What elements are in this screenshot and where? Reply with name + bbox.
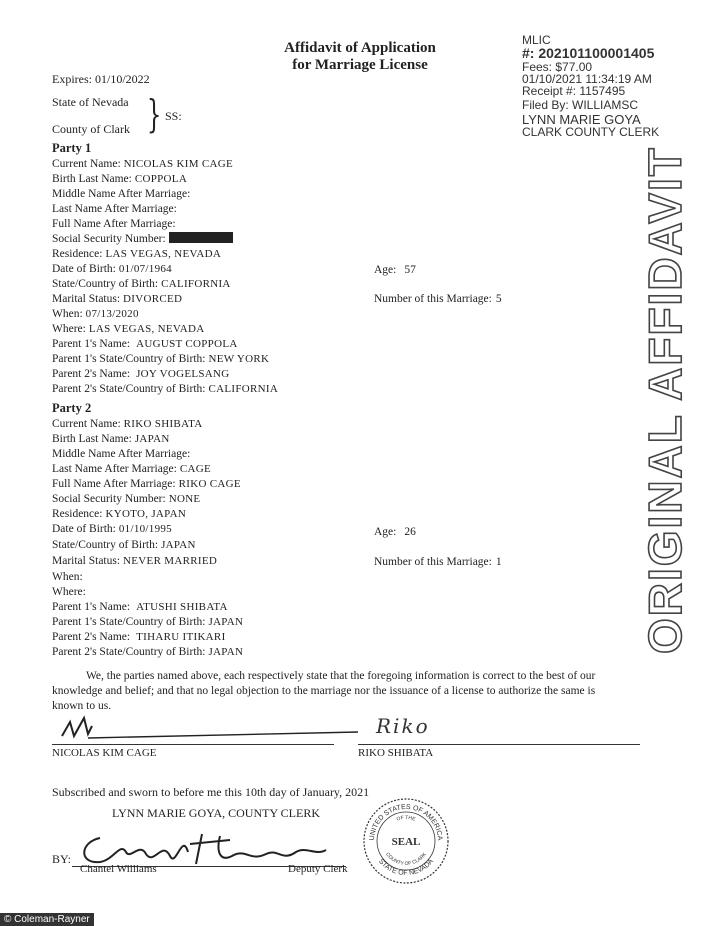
statement-line-1: We, the parties named above, each respectively state that the foregoing information is correct to the best of our — [86, 670, 596, 682]
field-label: Parent 2's State/Country of Birth: — [52, 646, 206, 658]
party2-heading: Party 2 — [52, 401, 92, 415]
party1-number-of-marriage — [374, 293, 502, 305]
stamp-number: #: 202101100001405 — [522, 45, 655, 61]
field-label: Age: — [374, 264, 397, 276]
field-label: Marital Status: — [52, 555, 121, 567]
field-label: Where: — [52, 323, 86, 335]
field-value: NONE — [168, 493, 201, 505]
field-label: Social Security Number: — [52, 493, 166, 505]
field-label: Date of Birth: — [52, 263, 116, 275]
party1-parent2-name — [52, 367, 230, 382]
expires-date: Expires: 01/10/2022 — [52, 72, 150, 86]
stamp-datetime: 01/10/2021 11:34:19 AM — [522, 72, 652, 86]
statement-line-2: knowledge and belief; and that no legal objection to the marriage nor the issuance of a license to authorize the same is — [52, 685, 596, 697]
field-value: KYOTO, JAPAN — [105, 508, 187, 520]
field-label: Parent 1's Name: — [52, 338, 131, 350]
party2-when — [52, 570, 86, 585]
field-label: Residence: — [52, 248, 103, 260]
party2-parent2-birth — [52, 645, 243, 660]
party1-parent1-name — [52, 337, 238, 352]
field-value: 01/07/1964 — [118, 263, 172, 275]
field-value: AUGUST COPPOLA — [136, 338, 238, 350]
stamp-fees: Fees: $77.00 — [522, 60, 593, 74]
field-label: Full Name After Marriage: — [52, 218, 176, 230]
stamp-filed-by: Filed By: WILLIAMSC — [522, 98, 639, 112]
party2-parent1-birth — [52, 615, 243, 630]
party2-age — [374, 526, 416, 538]
county-seal — [362, 797, 450, 885]
field-value: JOY VOGELSANG — [136, 368, 230, 380]
party2-birth-last-name — [52, 432, 170, 447]
party1-when — [52, 307, 139, 322]
field-value: LAS VEGAS, NEVADA — [105, 248, 222, 260]
party2-parent2-name — [52, 630, 226, 645]
party2-parent1-name — [52, 600, 228, 615]
field-label: Last Name After Marriage: — [52, 463, 177, 475]
field-value: LAS VEGAS, NEVADA — [88, 323, 205, 335]
party1-signature-line — [52, 744, 334, 745]
field-value: 5 — [495, 293, 502, 305]
field-value: NEVER MARRIED — [123, 555, 218, 567]
field-value: JAPAN — [208, 646, 244, 658]
field-label: Current Name: — [52, 158, 121, 170]
sworn-statement: Subscribed and sworn to before me this 10th day of January, 2021 — [52, 785, 370, 799]
field-label: Middle Name After Marriage: — [52, 188, 191, 200]
county-label: County of Clark — [52, 122, 130, 136]
party1-age — [374, 264, 416, 276]
party2-marital-status — [52, 554, 217, 569]
title-line-2: for Marriage License — [292, 57, 428, 73]
statement-line-3: known to us. — [52, 700, 112, 712]
party1-where — [52, 322, 204, 337]
field-value: JAPAN — [208, 616, 244, 628]
party2-signer-name: RIKO SHIBATA — [358, 747, 434, 759]
field-value: CAGE — [179, 463, 212, 475]
field-value: 01/10/1995 — [118, 523, 172, 535]
party2-middle-name-after — [52, 447, 193, 462]
party1-signer-name: NICOLAS KIM CAGE — [52, 747, 157, 759]
deputy-title: Deputy Clerk — [288, 863, 348, 875]
field-value: 26 — [404, 526, 416, 538]
field-value: COPPOLA — [134, 173, 188, 185]
by-label: BY: — [52, 852, 71, 866]
party1-current-name — [52, 157, 233, 172]
field-label: Full Name After Marriage: — [52, 478, 176, 490]
redaction-bar — [169, 232, 233, 243]
party2-dob — [52, 522, 172, 537]
field-label: When: — [52, 308, 83, 320]
party1-birth-last-name — [52, 172, 187, 187]
photo-credit: © Coleman-Rayner — [0, 913, 94, 926]
party2-signature: Riko — [376, 714, 430, 738]
party2-ssn — [52, 492, 200, 507]
field-label: State/Country of Birth: — [52, 278, 159, 290]
field-label: Date of Birth: — [52, 523, 116, 535]
field-value: CALIFORNIA — [161, 278, 231, 290]
field-value: 57 — [404, 264, 416, 276]
field-label: Number of this Marriage: — [374, 556, 492, 568]
field-value: JAPAN — [161, 539, 196, 551]
party1-residence — [52, 247, 221, 262]
field-value: TIHARU ITIKARI — [136, 631, 226, 643]
field-value: RIKO SHIBATA — [123, 418, 203, 430]
party1-birth-state — [52, 277, 231, 292]
field-value: NEW YORK — [208, 353, 270, 365]
field-label: Marital Status: — [52, 293, 121, 305]
field-label: State/Country of Birth: — [52, 539, 159, 551]
field-label: Birth Last Name: — [52, 173, 132, 185]
party2-signature-line — [358, 744, 640, 745]
stamp-receipt: Receipt #: 1157495 — [522, 84, 626, 98]
field-label: Current Name: — [52, 418, 121, 430]
party2-number-of-marriage — [374, 556, 502, 568]
party1-full-name-after — [52, 217, 179, 232]
party2-residence — [52, 507, 186, 522]
field-label: Parent 1's Name: — [52, 601, 131, 613]
field-value: 07/13/2020 — [85, 308, 139, 320]
county-clerk-name: LYNN MARIE GOYA, COUNTY CLERK — [112, 806, 321, 820]
field-label: Social Security Number: — [52, 233, 166, 245]
party1-last-name-after — [52, 202, 180, 217]
seal-bottom-text: STATE OF NEVADA — [377, 857, 435, 878]
party1-parent1-birth — [52, 352, 269, 367]
party2-full-name-after — [52, 477, 241, 492]
party1-marital-status — [52, 292, 182, 307]
party1-ssn — [52, 232, 233, 247]
field-label: Last Name After Marriage: — [52, 203, 177, 215]
title-line-1: Affidavit of Application — [284, 40, 436, 56]
field-value: 1 — [495, 556, 502, 568]
field-label: Parent 1's State/Country of Birth: — [52, 616, 206, 628]
seal-center-text: SEAL — [391, 836, 421, 848]
field-value: RIKO CAGE — [178, 478, 241, 490]
field-label: Parent 2's Name: — [52, 631, 131, 643]
stamp-clerk-title: CLARK COUNTY CLERK — [522, 125, 660, 139]
party1-dob — [52, 262, 172, 277]
party2-where — [52, 585, 89, 600]
field-label: Parent 2's State/Country of Birth: — [52, 383, 206, 395]
field-label: Parent 1's State/Country of Birth: — [52, 353, 206, 365]
party2-current-name — [52, 417, 202, 432]
field-label: When: — [52, 571, 83, 583]
field-label: Age: — [374, 526, 397, 538]
party1-signature — [58, 708, 358, 746]
field-label: Birth Last Name: — [52, 433, 132, 445]
original-affidavit-stamp: ORIGINAL AFFIDAVIT — [639, 146, 691, 654]
party2-birth-state — [52, 538, 196, 553]
field-value: NICOLAS KIM CAGE — [123, 158, 233, 170]
document-title — [255, 40, 465, 74]
field-value: ATUSHI SHIBATA — [136, 601, 228, 613]
party1-heading: Party 1 — [52, 141, 92, 155]
field-value: CALIFORNIA — [208, 383, 279, 395]
field-value: DIVORCED — [123, 293, 183, 305]
filing-stamp — [522, 34, 659, 138]
stamp-code: MLIC — [522, 33, 551, 47]
field-label: Number of this Marriage: — [374, 293, 492, 305]
stamp-clerk-name: LYNN MARIE GOYA — [522, 112, 641, 127]
field-label: Middle Name After Marriage: — [52, 448, 191, 460]
field-label: Residence: — [52, 508, 103, 520]
deputy-name: Chantel Williams — [80, 863, 157, 875]
seal-inner-text: OF THE — [395, 814, 417, 823]
party1-parent2-birth — [52, 382, 278, 397]
party1-middle-name-after — [52, 187, 193, 202]
party2-last-name-after — [52, 462, 211, 477]
seal-top-text: UNITED STATES OF AMERICA — [368, 803, 444, 841]
state-label: State of Nevada — [52, 95, 129, 109]
field-label: Parent 2's Name: — [52, 368, 131, 380]
field-label: Where: — [52, 586, 86, 598]
field-value: JAPAN — [134, 433, 170, 445]
seal-county-text: COUNTY OF CLARK — [384, 851, 428, 868]
brace-icon: } — [146, 92, 162, 136]
ss-label: SS: — [165, 109, 182, 123]
